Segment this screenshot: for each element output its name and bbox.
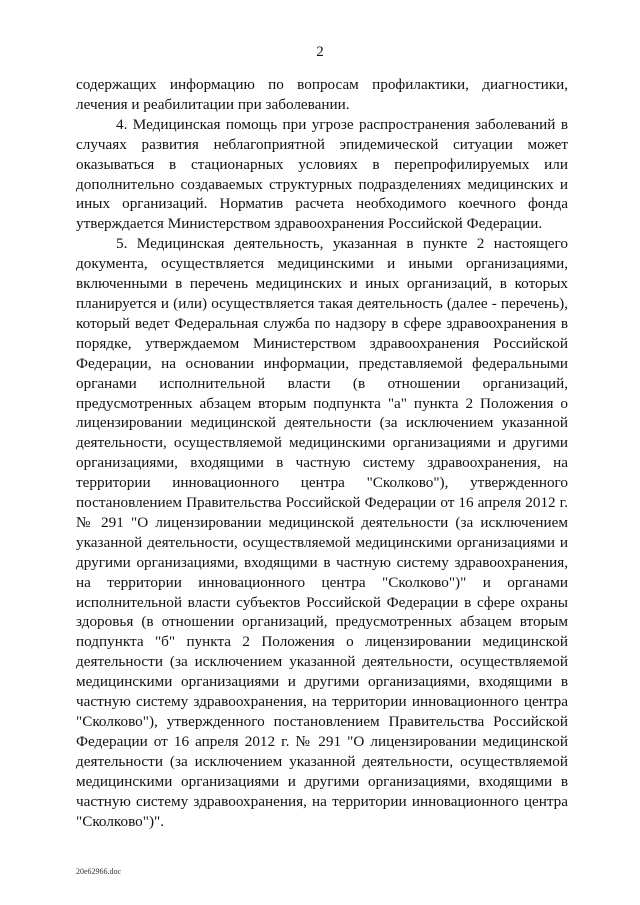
page-number: 2: [316, 44, 324, 60]
paragraph-continuation: содержащих информацию по вопросам профилактики, диагностики, лечения и реабилитации при заболевании.: [76, 76, 568, 113]
paragraph-item-4: 4. Медицинская помощь при угрозе распространения заболеваний в случаях развития неблагоприятной эпидемической ситуации может оказываться в стационарных условиях в перепрофилируемых или дополнительно создаваемых структурных подразделениях медицинских и иных организаций. Норматив расчета необходимого коечного фонда утверждается Министерством здравоохранения Российской Федерации.: [76, 115, 568, 233]
document-body: [76, 75, 568, 831]
footer-document-code: 20e62966.doc: [76, 867, 122, 876]
paragraph-item-5: 5. Медицинская деятельность, указанная в пункте 2 настоящего документа, осуществляется медицинскими и иными организациями, включенными в перечень медицинских и иных организаций, в которых планируется и (или) осуществляется такая деятельность (далее - перечень), который ведет Федеральная служба по надзору в сфере здравоохранения в порядке, утверждаемом Министерством здравоохранения Российской Федерации, на основании информации, представляемой федеральными органами исполнительной власти (в отношении организаций, предусмотренных абзацем вторым подпункта "а" пункта 2 Положения о лицензировании медицинской деятельности (за исключением указанной деятельности, осуществляемой медицинскими организациями и другими организациями, входящими в частную систему здравоохранения, на территории инновационного центра "Сколково"), утвержденного постановлением Правительства Российской Федерации от 16 апреля 2012 г. № 291 "О лицензировании медицинской деятельности (за исключением указанной деятельности, осуществляемой медицинскими организациями и другими организациями, входящими в частную систему здравоохранения, на территории инновационного центра "Сколково")" и органами исполнительной власти субъектов Российской Федерации в сфере охраны здоровья (в отношении организаций, предусмотренных абзацем вторым подпункта "б" пункта 2 Положения о лицензировании медицинской деятельности (за исключением указанной деятельности, осуществляемой медицинскими организациями и другими организациями, входящими в частную систему здравоохранения, на территории инновационного центра "Сколково"), утвержденного постановлением Правительства Российской Федерации от 16 апреля 2012 г. № 291 "О лицензировании медицинской деятельности (за исключением указанной деятельности, осуществляемой медицинскими организациями и другими организациями, входящими в частную систему здравоохранения, на территории инновационного центра "Сколково")".: [76, 235, 568, 830]
